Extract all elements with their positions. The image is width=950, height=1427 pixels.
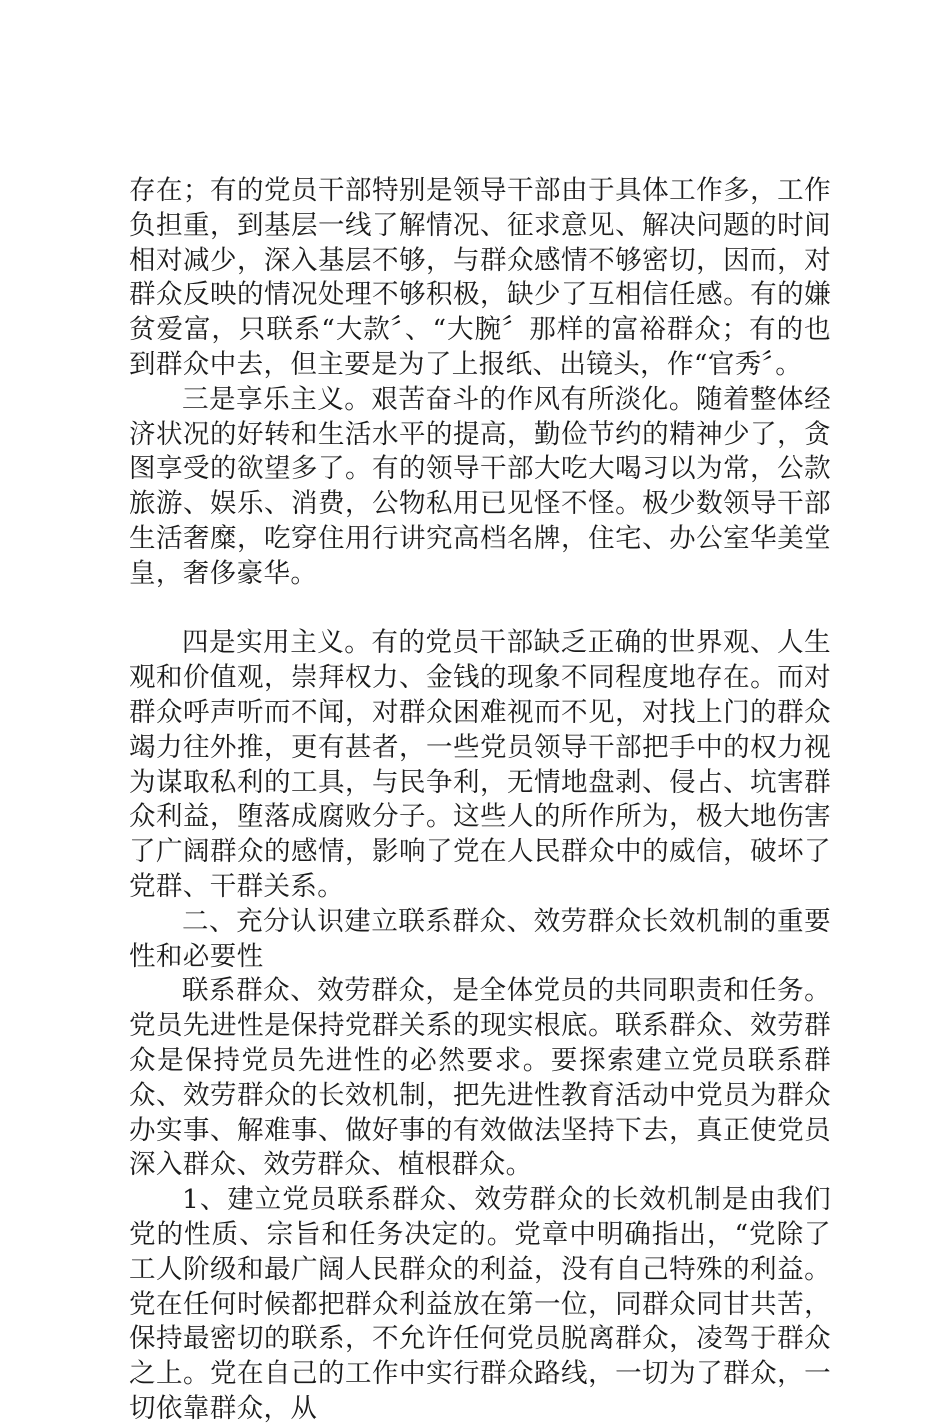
paragraph-continuation: 存在；有的党员干部特别是领导干部由于具体工作多，工作负担重，到基层一线了解情况、征求意见、解决问题的时间相对减少，深入基层不够，与群众感情不够密切，因而，对群众反映的情况处理不够积极，缺少了互相信任感。有的嫌贫爱富，只联系“大款〞、“大腕〞那样的富裕群众；有的也到群众中去，但主要是为了上报纸、出镜头，作“官秀〞。 [129,175,831,380]
paragraph-pragmatism: 四是实用主义。有的党员干部缺乏正确的世界观、人生观和价值观，崇拜权力、金钱的现象不同程度地存在。而对群众呼声听而不闻，对群众困难视而不见，对找上门的群众竭力往外推，更有甚者，一些党员领导干部把手中的权力视为谋取私利的工具，与民争利，无情地盘剥、侵占、坑害群众利益，堕落成腐败分子。这些人的所作所为，极大地伤害了广阔群众的感情，影响了党在人民群众中的威信，破坏了党群、干群关系。 [129,627,831,902]
document-body [129,174,831,1427]
section-heading-2: 二、充分认识建立联系群众、效劳群众长效机制的重要性和必要性 [129,905,831,972]
paragraph-hedonism: 三是享乐主义。艰苦奋斗的作风有所淡化。随着整体经济状况的好转和生活水平的提高，勤俭节约的精神少了，贪图享受的欲望多了。有的领导干部大吃大喝习以为常，公款旅游、娱乐、消费，公物私用已见怪不怪。极少数领导干部生活奢糜，吃穿住用行讲究高档名牌，住宅、办公室华美堂皇，奢侈豪华。 [129,383,831,589]
paragraph-point-1: 1、建立党员联系群众、效劳群众的长效机制是由我们党的性质、宗旨和任务决定的。党章中明确指出，“党除了工人阶级和最广阔人民群众的利益，没有自己特殊的利益。党在任何时候都把群众利益放在第一位，同群众同甘共苦，保持最密切的联系，不允许任何党员脱离群众，凌驾于群众之上。党在自己的工作中实行群众路线，一切为了群众，一切依靠群众，从 [129,1184,831,1424]
paragraph-serve-masses: 联系群众、效劳群众，是全体党员的共同职责和任务。党员先进性是保持党群关系的现实根底。联系群众、效劳群众是保持党员先进性的必然要求。要探索建立党员联系群众、效劳群众的长效机制，把先进性教育活动中党员为群众办实事、解难事、做好事的有效做法坚持下去，真正使党员深入群众、效劳群众、植根群众。 [129,975,831,1181]
